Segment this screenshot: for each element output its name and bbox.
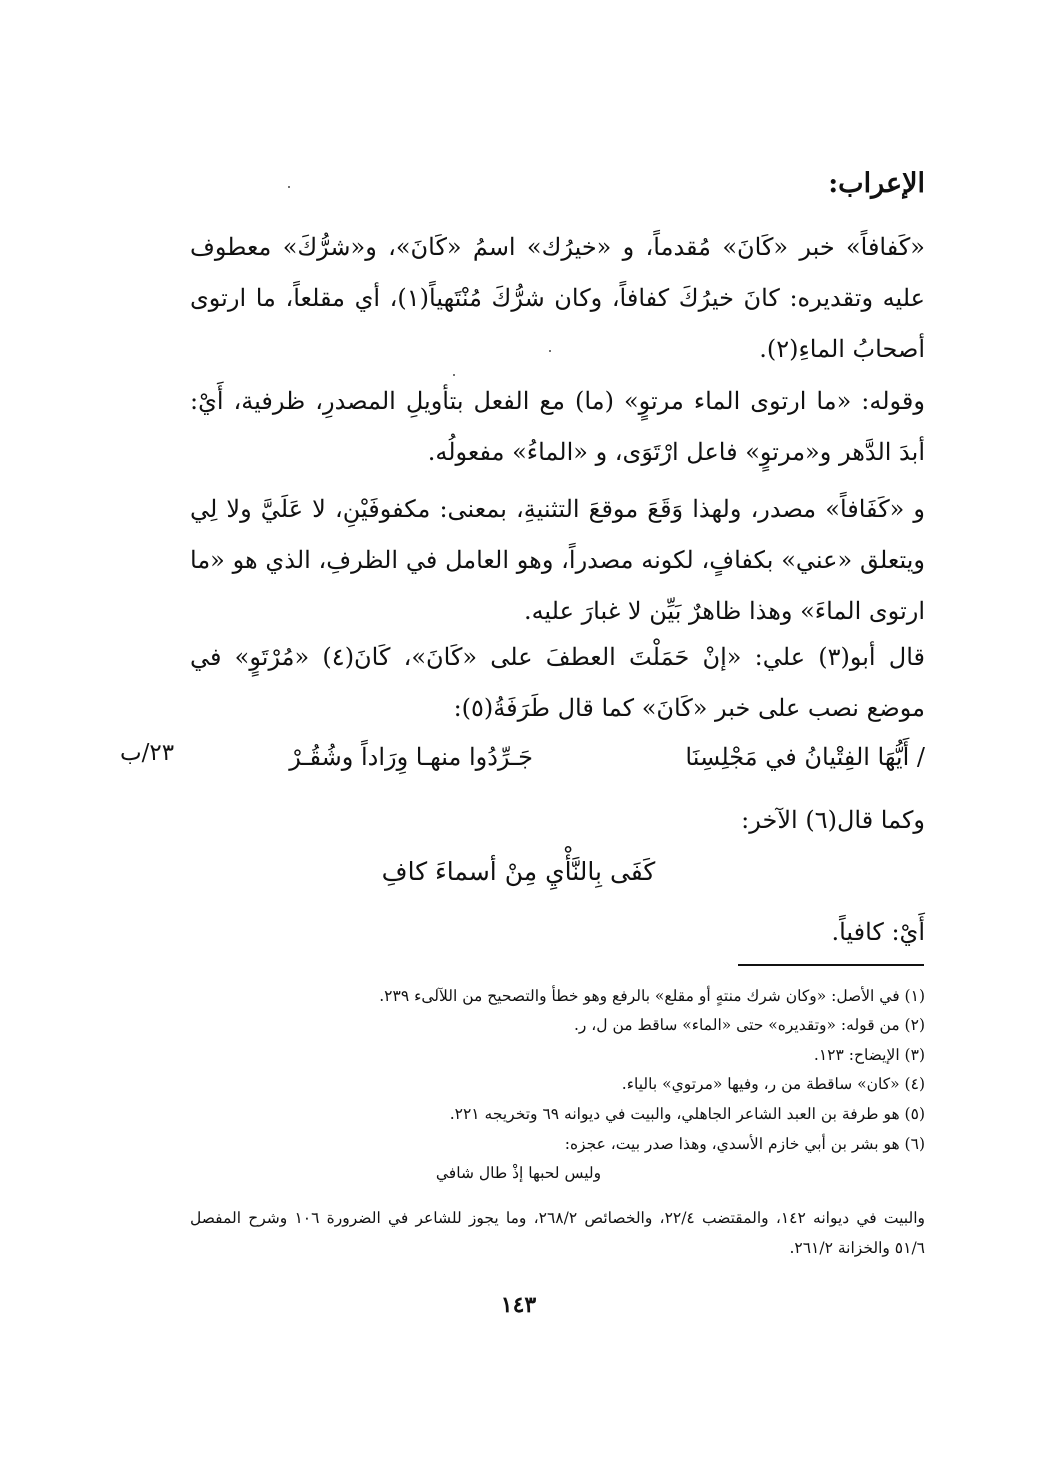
paragraph-2: وقوله: «ما ارتوى الماء مرتوٍ» (ما) مع الفعل بتأويلِ المصدرِ، ظرفية، أَيْ: أبدَ الدَّهر و«مرتوٍ» فاعل ارْتَوَى، و «الماءُ» مفعولُه. xyxy=(190,387,925,466)
verse-second-hemistich: جَـرِّدُوا منهـا وِرَاداً وشُقُـرْ xyxy=(289,743,533,771)
explanation-line: أَيْ: كافياً. xyxy=(831,918,925,946)
section-heading: الإعراب: xyxy=(828,168,925,199)
scan-speck xyxy=(453,374,455,376)
quote-intro-line: وكما قال(٦) الآخر: xyxy=(741,806,925,834)
footnote-6-continuation: والبيت في ديوانه ١٤٢، والمقتضب ٢٢/٤، والخصائص ٢٦٨/٢، وما يجوز للشاعر في الضرورة ١٠٦ وشرح المفصل ٥١/٦ والخزانة ٢٦١/٢. xyxy=(190,1209,925,1257)
footnote-2: (٢) من قوله: «وتقديره» حتى «الماء» ساقط من ل، ر. xyxy=(573,1016,925,1034)
footnote-6-verse: وليس لحبها إذْ طال شافي xyxy=(435,1164,602,1182)
footnote-5: (٥) هو طرفة بن العبد الشاعر الجاهلي، والبيت في ديوانه ٦٩ وتخريجه ٢٢١. xyxy=(449,1105,925,1123)
paragraph-4: قال أبو(٣) علي: «إنْ حَمَلْتَ العطفَ على «كَانَ»، كَانَ(٤) «مُرْتَوٍ» في موضع نصب على خبر «كَانَ» كما قال طَرَفَةُ(٥): xyxy=(190,643,926,722)
scan-speck xyxy=(549,350,551,352)
footnote-1: (١) في الأصل: «وكان شرك منتهٍ أو مقلع» بالرفع وهو خطأ والتصحيح من اللآلىء ٢٣٩. xyxy=(379,987,925,1005)
paragraph-3: و «كَفَافاً» مصدر، ولهذا وَقَعَ موقعَ التثنيةِ، بمعنى: مكفوفَيْنِ، لا عَلَيَّ ولا لِي ويتعلق «عني» بكفافٍ، لكونه مصدراً، وهو العامل في الظرفِ، الذي هو «ما ارتوى الماءَ» وهذا ظاهرٌ بَيِّن لا غبارَ عليه. xyxy=(190,495,925,625)
verse-first-hemistich: / أَيُّهَا الفِتْيانُ في مَجْلِسِنَا xyxy=(685,743,925,771)
manuscript-folio-marker: ٢٣/ب xyxy=(120,740,175,766)
footnote-divider xyxy=(738,964,924,966)
footnote-3: (٣) الإيضاح: ١٢٣. xyxy=(813,1046,925,1064)
footnote-6: (٦) هو بشر بن أبي خازم الأسدي، وهذا صدر بيت، عجزه: xyxy=(564,1135,925,1153)
verse-bishr: كَفَى بِالنَّأْيِ مِنْ أسماءَ كافِ xyxy=(381,857,656,886)
footnote-4: (٤) «كان» ساقطة من ر، وفيها «مرتوي» بالياء. xyxy=(621,1075,925,1093)
scan-speck xyxy=(288,186,290,188)
paragraph-1: «كَفافاً» خبر «كَانَ» مُقدماً، و «خيرُك» اسمُ «كَانَ»، و«شرُّكَ» معطوف عليه وتقديره: كانَ خيرُكَ كفافاً، وكان شرُّكَ مُنْتَهياً(١)، أي مقلعاً، ما ارتوى أصحابُ الماءِ(٢). xyxy=(190,233,925,363)
page-number: ١٤٣ xyxy=(500,1292,537,1318)
